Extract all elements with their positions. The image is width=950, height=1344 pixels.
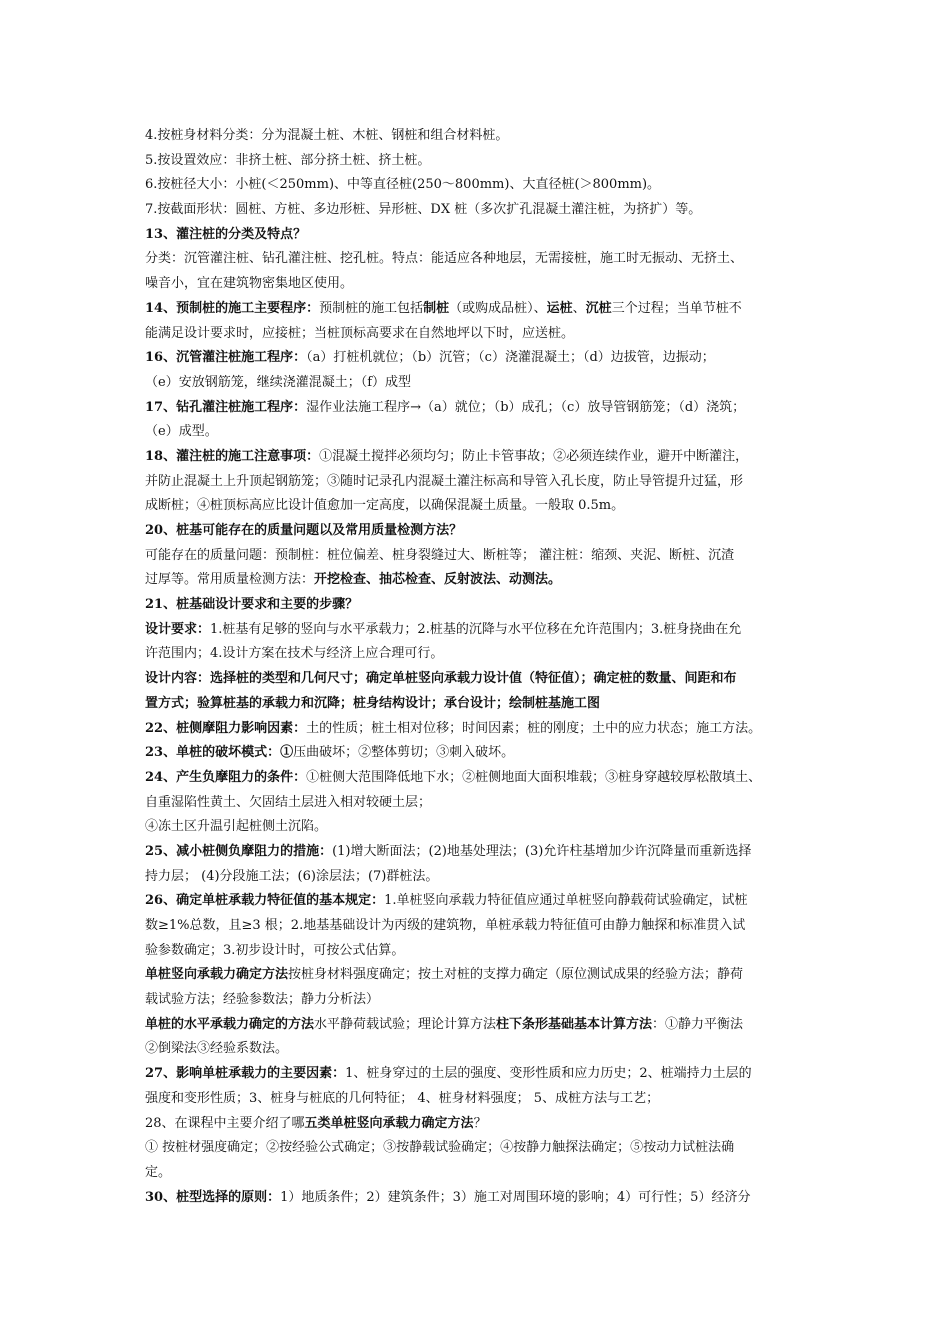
text-line (145, 445, 817, 470)
text-line (145, 1087, 817, 1112)
text-run: ：①静力平衡法 (652, 1016, 744, 1032)
bold-text-run: 单桩的水平承载力确定的方法 (145, 1016, 315, 1032)
text-line (145, 1037, 817, 1062)
bold-text-run: 柱下条形基础基本计算方法 (496, 1016, 653, 1032)
text-run: 强度和变形性质；3、桩身与桩底的几何特征； 4、桩身材料强度； 5、成桩方法与工艺； (145, 1090, 660, 1106)
text-line (145, 544, 817, 569)
bold-text-run: 21、桩基础设计要求和主要的步骤？ (145, 597, 359, 613)
text-run: 能满足设计要求时，应接桩；当桩顶标高要求在自然地坪以下时，应送桩。 (145, 325, 575, 341)
text-line (145, 1186, 817, 1211)
text-run: 载试验方法；经验参数法；静力分析法） (145, 992, 380, 1008)
text-line (145, 914, 817, 939)
bold-text-run: 27、影响单桩承载力的主要因素： (145, 1066, 346, 1082)
text-run: 三个过程；当单节桩不 (611, 300, 742, 316)
text-run: 湿作业法施工程序→（a）就位；（b）成孔；（c）放导管钢筋笼；（d）浇筑； (306, 399, 746, 415)
bold-text-run: 单桩竖向承载力确定方法 (145, 967, 289, 983)
text-run: ②倒梁法③经验系数法。 (145, 1041, 289, 1057)
text-line (145, 988, 817, 1013)
bold-text-run: 设计要求： (145, 621, 211, 637)
bold-text-run: 23、单桩的破坏模式： (145, 745, 281, 761)
bold-text-run: 14、预制桩的施工主要程序： (145, 300, 320, 316)
text-line (145, 939, 817, 964)
text-run: ① 按桩材强度确定；②按经验公式确定；③按静载试验确定；④按静力触探法确定；⑤按动力试桩法确 (145, 1140, 735, 1156)
text-line (145, 519, 817, 544)
bold-text-run: 30、桩型选择的原则： (145, 1189, 281, 1205)
text-line (145, 642, 817, 667)
bold-text-run: 16、沉管灌注桩施工程序： (145, 350, 307, 366)
bold-text-run: 13、灌注桩的分类及特点？ (145, 226, 307, 242)
bold-text-run: 17、钻孔灌注桩施工程序： (145, 399, 307, 415)
text-line (145, 371, 817, 396)
text-line (145, 322, 817, 347)
bold-text-run: ① (280, 745, 294, 761)
text-run: ？ (473, 1115, 487, 1131)
bold-text-run: 开挖检查、抽芯检查、反射波法、动测法。 (314, 572, 562, 588)
text-line (145, 593, 817, 618)
bold-text-run: 置方式；验算桩基的承载力和沉降；桩身结构设计；承台设计；绘制桩基施工图 (145, 695, 601, 711)
bold-text-run: 运桩 (546, 300, 573, 316)
text-line (145, 717, 817, 742)
text-run: 1、桩身穿过的土层的强度、变形性质和应力历史；2、桩端持力土层的 (345, 1066, 752, 1082)
text-line (145, 297, 817, 322)
bold-text-run: 18、灌注桩的施工注意事项： (145, 448, 320, 464)
text-line (145, 1112, 817, 1137)
text-line (145, 766, 817, 791)
text-line (145, 198, 817, 223)
text-line (145, 396, 817, 421)
bold-text-run: 26、确定单桩承载力特征值的基本规定： (145, 893, 385, 909)
text-line (145, 618, 817, 643)
text-run: 1.单桩竖向承载力特征值应通过单桩竖向静载荷试验确定，试桩 (384, 893, 748, 909)
text-run: 1.桩基有足够的竖向与水平承载力；2.桩基的沉降与水平位移在允许范围内；3.桩身挠曲在允 (210, 621, 742, 637)
text-run: （a）打桩机就位；（b）沉管；（c）浇灌混凝土；（d）边拔管，边振动； (306, 350, 715, 366)
text-line (145, 889, 817, 914)
text-run: 1）地质条件；2）建筑条件；3）施工对周围环境的影响；4）可行性；5）经济分 (280, 1189, 751, 1205)
text-run: 7.按截面形状：圆桩、方桩、多边形桩、异形桩、DX 桩（多次扩孔混凝土灌注桩，为挤扩）等。 (145, 202, 702, 218)
text-line (145, 420, 817, 445)
text-run: 可能存在的质量问题：预制桩：桩位偏差、桩身裂缝过大、断桩等； 灌注桩：缩颈、夹泥、断桩、沉渣 (145, 547, 735, 563)
text-run: 持力层； (4)分段施工法；(6)涂层法；(7)群桩法。 (145, 868, 439, 884)
text-run: 数≥1%总数，且≥3 根；2.地基基础设计为丙级的建筑物，单桩承载力特征值可由静力触探和标准贯入试 (145, 918, 746, 933)
text-run: 压曲破坏；②整体剪切；③刺入破坏。 (293, 745, 515, 761)
text-run: 5.按设置效应：非挤土桩、部分挤土桩、挤土桩。 (145, 152, 431, 168)
text-run: 水平静荷载试验；理论计算方法 (314, 1016, 497, 1032)
text-line (145, 124, 817, 149)
bold-text-run: 22、桩侧摩阻力影响因素： (145, 720, 307, 736)
text-run: 并防止混凝土上升顶起钢筋笼；③随时记录孔内混凝土灌注标高和导管入孔长度，防止导管提升过猛，形 (145, 473, 744, 489)
text-line (145, 667, 817, 692)
text-run: 噪音小，宜在建筑物密集地区使用。 (145, 276, 354, 292)
bold-text-run: 沉桩 (585, 300, 612, 316)
text-line (145, 173, 817, 198)
text-line (145, 470, 817, 495)
text-run: 许范围内；4.设计方案在技术与经济上应合理可行。 (145, 646, 444, 662)
text-line (145, 865, 817, 890)
text-run: 自重湿陷性黄土、欠固结土层进入相对较硬土层； (145, 794, 432, 810)
bold-text-run: 25、减小桩侧负摩阻力的措施： (145, 843, 333, 859)
text-run: 按桩身材料强度确定；按土对桩的支撑力确定（原位测试成果的经验方法；静荷 (288, 967, 744, 983)
text-line (145, 1136, 817, 1161)
text-line (145, 963, 817, 988)
bold-text-run: 制桩 (423, 300, 450, 316)
text-line (145, 840, 817, 865)
text-run: (1)增大断面法；(2)地基处理法；(3)允许柱基增加少许沉降量而重新选择 (332, 843, 752, 859)
text-run: 28、在课程中主要介绍了哪 (145, 1115, 305, 1131)
text-run: 、 (572, 300, 586, 316)
text-run: 分类：沉管灌注桩、钻孔灌注桩、挖孔桩。特点：能适应各种地层，无需接桩，施工时无振动、无挤土、 (145, 251, 744, 267)
text-line (145, 741, 817, 766)
text-line (145, 568, 817, 593)
bold-text-run: 五类单桩竖向承载力确定方法 (304, 1115, 474, 1131)
text-run: （或购成品桩）、 (449, 300, 547, 316)
text-run: 过厚等。常用质量检测方法： (145, 572, 315, 588)
text-run: ①桩侧大范围降低地下水；②桩侧地面大面积堆载；③桩身穿越较厚松散填土、 (306, 769, 762, 785)
text-line (145, 346, 817, 371)
text-line (145, 223, 817, 248)
text-run: ④冻土区升温引起桩侧土沉陷。 (145, 819, 328, 835)
text-run: ①混凝土搅拌必须均匀；防止卡管事故；②必须连续作业，避开中断灌注， (319, 448, 749, 464)
text-line (145, 247, 817, 272)
text-line (145, 149, 817, 174)
text-run: 4.按桩身材料分类：分为混凝土桩、木桩、钢桩和组合材料桩。 (145, 128, 509, 143)
text-line (145, 1013, 817, 1038)
text-run: （e）安放钢筋笼，继续浇灌混凝土；（f）成型 (145, 374, 412, 390)
text-run: 6.按桩径大小：小桩(＜250mm)、中等直径桩(250～800mm)、大直径桩(＞800mm)。 (145, 177, 661, 193)
document-body (145, 124, 817, 1210)
bold-text-run: 24、产生负摩阻力的条件： (145, 769, 307, 785)
text-line (145, 272, 817, 297)
text-line (145, 494, 817, 519)
text-run: 预制桩的施工包括 (319, 300, 424, 316)
text-line (145, 815, 817, 840)
text-line (145, 1062, 817, 1087)
bold-text-run: 设计内容：选择桩的类型和几何尺寸；确定单桩竖向承载力设计值（特征值）；确定桩的数量、间距和布 (145, 671, 737, 687)
text-line (145, 1161, 817, 1186)
text-run: 定。 (145, 1164, 172, 1180)
text-line (145, 791, 817, 816)
text-run: 成断桩；④桩顶标高应比设计值愈加一定高度，以确保混凝土质量。一般取 0.5m。 (145, 498, 625, 514)
bold-text-run: 20、桩基可能存在的质量问题以及常用质量检测方法？ (145, 523, 463, 538)
text-line (145, 692, 817, 717)
text-run: （e）成型。 (145, 424, 218, 440)
text-run: 土的性质；桩土相对位移；时间因素；桩的刚度；土中的应力状态；施工方法。 (306, 720, 762, 736)
text-run: 验参数确定；3.初步设计时，可按公式估算。 (145, 942, 405, 958)
